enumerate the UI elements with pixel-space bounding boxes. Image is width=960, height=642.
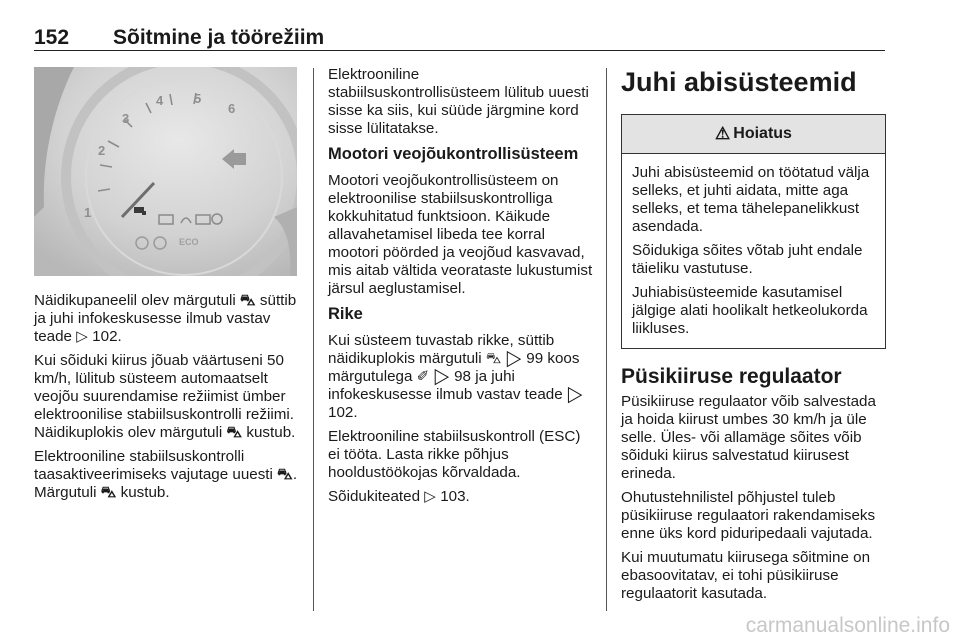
instrument-cluster-illustration	[34, 67, 297, 276]
section-heading: Rike	[328, 305, 363, 323]
paragraph: Kui süsteem tuvastab rikke, süttib näidikuplokis märgutuli ⛍ ▷ 99 koos märgutulega ✐ ▷ 98 ja juhi infokeskusesse ilmub vastav teade ▷ 102.	[328, 332, 584, 421]
tcs-off-icon: ⛍	[100, 484, 117, 501]
eco-label: ECO	[179, 237, 199, 247]
dial-number: 3	[122, 111, 130, 126]
paragraph: Elektrooniline stabiilsuskontrollisüsteem lülitub uuesti sisse ka siis, kui süüde järgmine kord sisse lülitatakse.	[328, 66, 589, 137]
dial-number: 6	[228, 101, 236, 116]
warning-icon: ⚠	[715, 124, 731, 143]
page-number: 152	[34, 26, 70, 49]
header-rule	[34, 50, 885, 51]
tcs-off-icon: ⛍	[226, 424, 243, 441]
column-divider-2	[606, 68, 607, 611]
arrow-icon: ▷	[424, 488, 436, 505]
dial-number: 4	[156, 93, 164, 108]
section-heading: Püsikiiruse regulaator	[621, 365, 842, 388]
paragraph: Sõidukiteated ▷ 103.	[328, 488, 470, 505]
dial-number: 1	[84, 205, 92, 220]
tcs-off-icon: ⛍	[277, 466, 293, 483]
column-divider-1	[313, 68, 314, 611]
warning-header	[622, 115, 885, 154]
arrow-icon: ▷	[76, 328, 88, 345]
paragraph: Elektrooniline stabiilsuskontroll (ESC) ei tööta. Lasta rikke põhjus hooldustöökojas kõrvaldada.	[328, 428, 581, 481]
paragraph: Juhi abisüsteemid on töötatud välja selleks, et juhti aidata, mitte aga selleks, et tema tähelepanelikkust asendada.	[632, 164, 870, 235]
arrow-icon: ▷	[433, 368, 450, 385]
warning-box	[621, 114, 886, 349]
paragraph: Sõidukiga sõites võtab juht endale täieliku vastutuse.	[632, 242, 863, 277]
column-2	[328, 66, 593, 512]
paragraph: Juhiabisüsteemide kasutamisel jälgige alati hoolikalt hetkeolukorda liikluses.	[632, 284, 868, 337]
dial-number: 5	[194, 91, 202, 106]
paragraph: Ohutustehnilistel põhjustel tuleb püsikiiruse regulaatori rakendamiseks enne üks kord piduripedaali vajutada.	[621, 489, 876, 542]
tcs-off-icon: ⛍	[240, 292, 256, 309]
arrow-icon: ▷	[505, 350, 523, 367]
column-1	[34, 292, 304, 508]
paragraph: Mootori veojõukontrollisüsteem on elektroonilise stabiilsuskontrolliga kokkuhitatud funktsioon. Käikude allavahetamisel libeda tee korral mootori pöörded ja veojõud kasvavad, mis aitab vältida veorataste lukustumist järsul aeglustamisel.	[328, 172, 593, 297]
service-icon: ✐	[416, 368, 430, 385]
chapter-heading: Juhi abisüsteemid	[621, 67, 857, 97]
arrow-icon: ▷	[566, 386, 584, 403]
page-header	[34, 26, 884, 52]
section-heading: Mootori veojõukontrollisüsteem	[328, 145, 579, 163]
paragraph: Kui sõiduki kiirus jõuab väärtuseni 50 km/h, lülitub süsteem automaatselt veojõu suurendamise režiimist ümber elektroonilise stabiilsuskontrolli režiimi. Näidikuplokis olev märgutuli ⛍ kustub.	[34, 352, 296, 441]
page-title: Sõitmine ja töörežiim	[113, 26, 325, 49]
column-3	[621, 66, 886, 609]
warning-title: Hoiatus	[733, 125, 792, 142]
paragraph: Kui muutumatu kiirusega sõitmine on ebasoovitatav, ei tohi püsikiiruse regulaatorit kasutada.	[621, 549, 871, 602]
warning-body	[622, 154, 885, 348]
instrument-cluster-photo	[34, 67, 297, 276]
dial-number: 2	[98, 143, 106, 158]
paragraph: Näidikupaneelil olev märgutuli ⛍ süttib ja juhi infokeskusesse ilmub vastav teade ▷ 102.	[34, 292, 297, 345]
tcs-icon: ⛍	[485, 350, 502, 367]
paragraph: Püsikiiruse regulaator võib salvestada ja hoida kiirust umbes 30 km/h ja üle selle. Üles- või allamäge sõites võib sõiduki kiirus salvestatud kiirusest erineda.	[621, 393, 876, 482]
paragraph: Elektrooniline stabiilsuskontrolli taasaktiveerimiseks vajutage uuesti ⛍. Märgutuli ⛍ kustub.	[34, 448, 298, 501]
watermark: carmanualsonline.info	[745, 614, 950, 637]
